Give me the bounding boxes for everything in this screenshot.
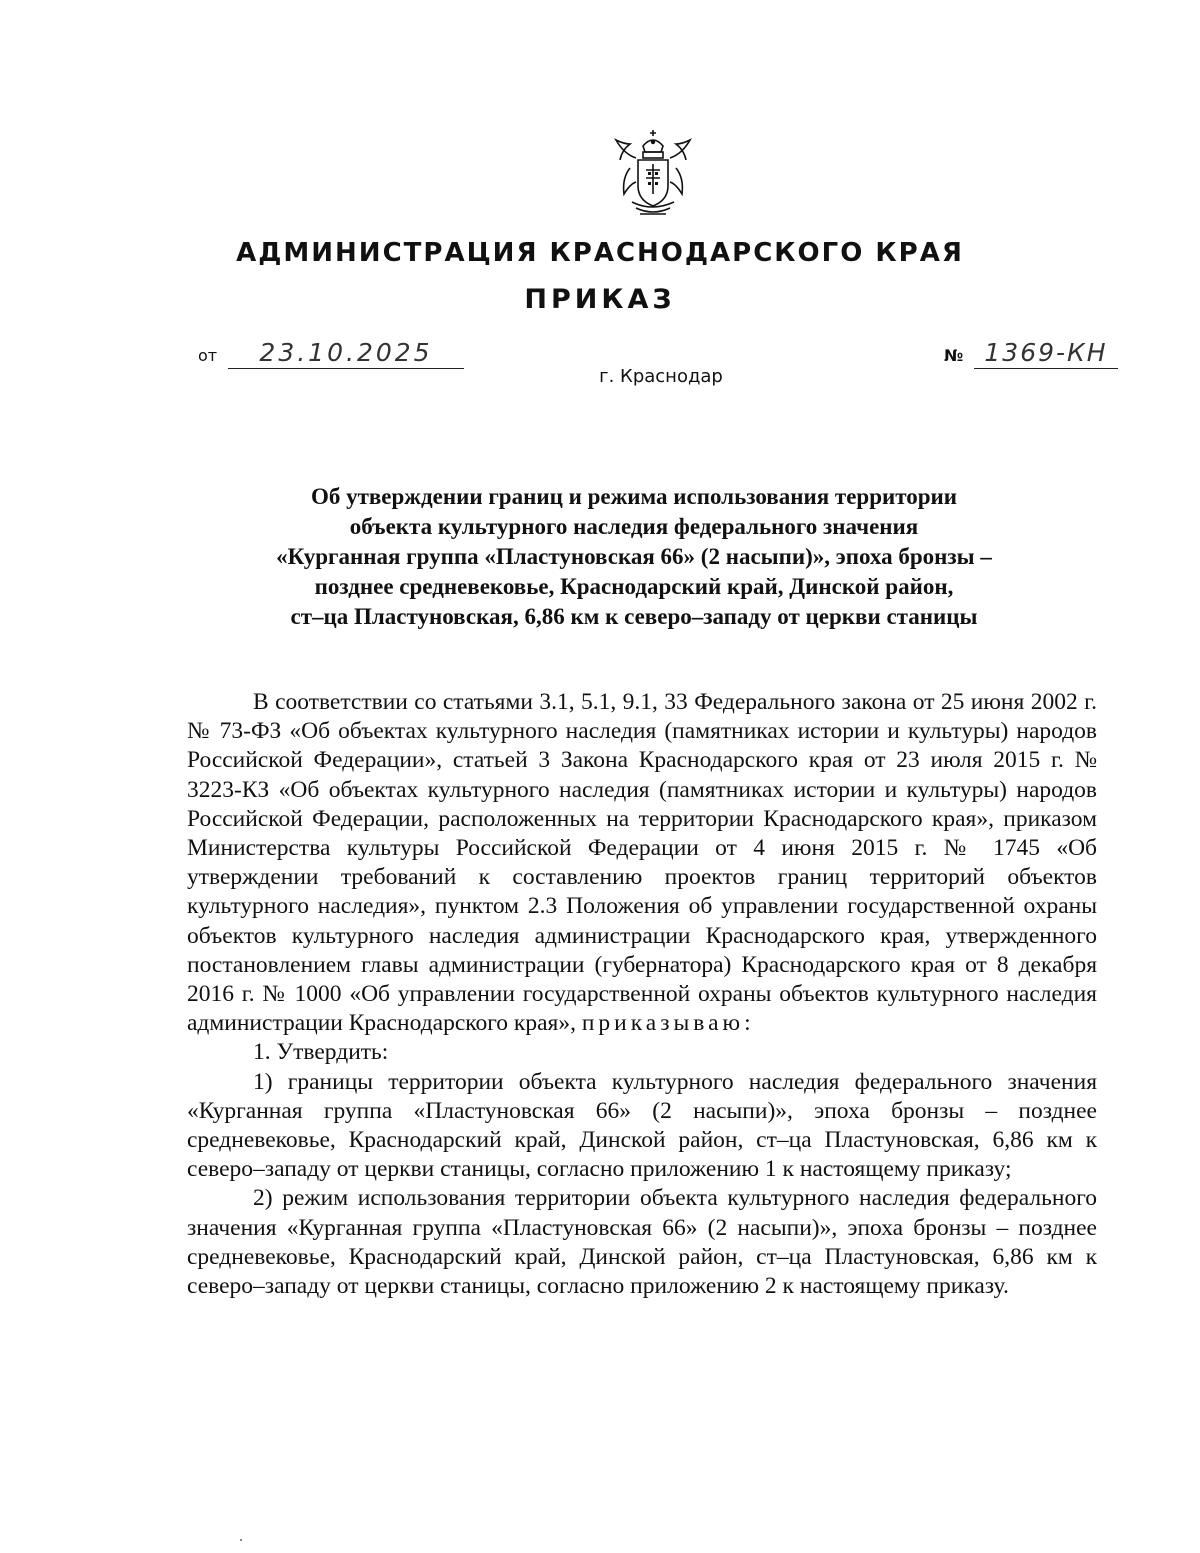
preamble-paragraph bbox=[187, 688, 1097, 1038]
point-1: 1. Утвердить: bbox=[253, 1039, 389, 1066]
heading-line: Об утверждении границ и режима использования территории bbox=[310, 484, 958, 509]
heading-line: «Курганная группа «Пластуновская 66» (2 насыпи)», эпоха бронзы – bbox=[276, 544, 992, 569]
heading-line: позднее средневековье, Краснодарский край, Динской район, bbox=[314, 574, 954, 599]
coat-of-arms-icon bbox=[610, 128, 696, 220]
order-word: приказываю: bbox=[581, 1010, 755, 1037]
organization-name: АДМИНИСТРАЦИЯ КРАСНОДАРСКОГО КРАЯ bbox=[236, 238, 964, 268]
number-prefix: № bbox=[944, 346, 964, 365]
city-line bbox=[0, 366, 1200, 387]
document-heading bbox=[170, 482, 1098, 632]
subpoint-1: 1) границы территории объекта культурного наследия федерального значения «Курганная группа «Пластуновская 66» (2 насыпи)», эпоха бронзы – позднее средневековье, Краснодарский край, Динской район, ст–ца Пластуновская, 6,86 км к северо–западу от церкви станицы, согласно приложению 1 к настоящему приказу; bbox=[187, 1068, 1097, 1183]
date-prefix: от bbox=[198, 346, 218, 365]
date-value: 23.10.2025 bbox=[259, 338, 433, 367]
document-body bbox=[187, 688, 1097, 1301]
scan-speck bbox=[240, 1539, 242, 1541]
number-value: 1369-КН bbox=[984, 338, 1108, 367]
heading-line: ст–ца Пластуновская, 6,86 км к северо–западу от церкви станицы bbox=[290, 604, 978, 629]
city-name: г. Краснодар bbox=[599, 366, 723, 387]
subpoint-2: 2) режим использования территории объекта культурного наследия федерального значения «Курганная группа «Пластуновская 66» (2 насыпи)», эпоха бронзы – позднее средневековье, Краснодарский край, Динской район, ст–ца Пластуновская, 6,86 км к северо–западу от церкви станицы, согласно приложению 2 к настоящему приказу. bbox=[187, 1185, 1097, 1300]
heading-line: объекта культурного наследия федерального значения bbox=[349, 514, 919, 539]
preamble-text: В соответствии со статьями 3.1, 5.1, 9.1, 33 Федерального закона от 25 июня 2002 г. № 73-ФЗ «Об объектах культурного наследия (памятниках истории и культуры) народов Российской Федерации», статьей 3 Закона Краснодарского края от 23 июля 2015 г. № 3223-КЗ «Об объектах культурного наследия (памятниках истории и культуры) народов Российской Федерации, расположенных на территории Краснодарского края», приказом Министерства культуры Российской Федерации от 4 июня 2015 г. № 1745 «Об утверждении требований к составлению проектов границ территорий объектов культурного наследия», пунктом 2.3 Положения об управлении государственной охраны объектов культурного наследия администрации Краснодарского края, утвержденного постановлением главы администрации (губернатора) Краснодарского края от 8 декабря 2016 г. № 1000 «Об управлении государственной охраны объектов культурного наследия администрации Краснодарского края», bbox=[187, 689, 1097, 1037]
document-type: ПРИКАЗ bbox=[524, 284, 676, 315]
